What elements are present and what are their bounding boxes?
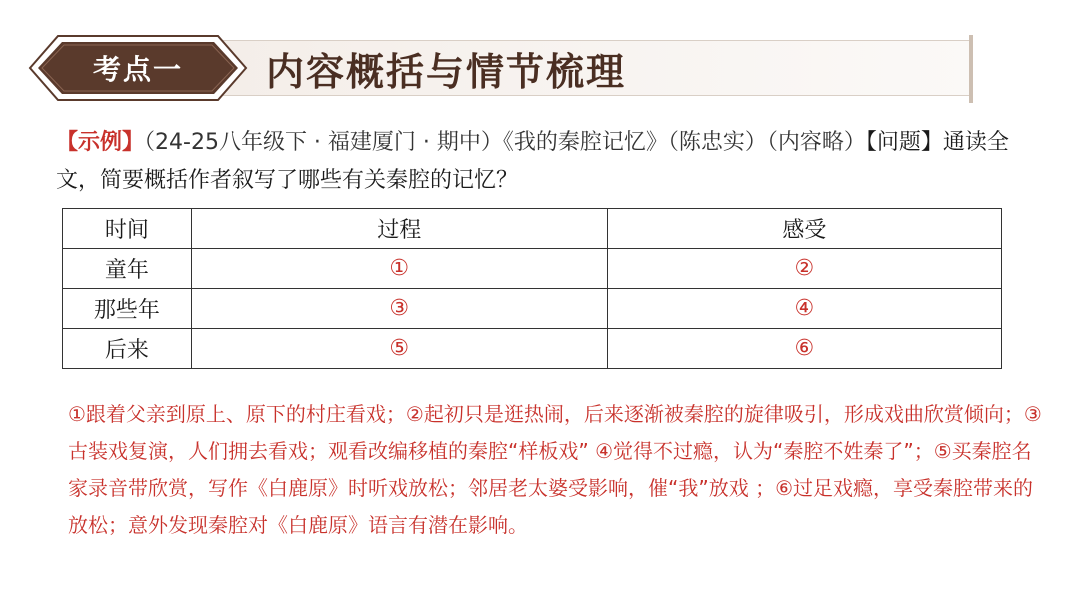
- section-badge: [28, 34, 248, 102]
- process-cell: ⑤: [191, 329, 607, 369]
- badge-label: 考点一: [92, 53, 183, 86]
- example-question: 【问题】通读全文，简要概括作者叙写了哪些有关秦腔的记忆？: [56, 130, 1009, 193]
- example-source: （24-25八年级下 · 福建厦门 · 期中）《我的秦腔记忆》（陈忠实）（内容略）: [144, 130, 866, 155]
- example-tag: 【示例】: [56, 130, 145, 155]
- column-header-process: 过程: [191, 209, 607, 249]
- time-cell: 后来: [63, 329, 192, 369]
- time-cell: 童年: [63, 249, 192, 289]
- process-cell: ③: [191, 289, 607, 329]
- table-row: [63, 249, 1002, 289]
- answer-text: ①跟着父亲到原上、原下的村庄看戏；②起初只是逛热闹，后来逐渐被秦腔的旋律吸引，形成戏曲欣赏倾向；③古装戏复演，人们拥去看戏；观看改编移植的秦腔“样板戏” ④觉得不过瘾，认为“秦腔不姓秦了”；⑤买秦腔名家录音带欣赏，写作《白鹿原》时听戏放松；邻居老太婆受影响，催“我”放戏 ；⑥过足戏瘾，享受秦腔带来的放松；意外发现秦腔对《白鹿原》语言有潜在影响。: [68, 402, 1042, 537]
- page-title: 内容概括与情节梳理: [266, 48, 627, 94]
- section-banner: [28, 34, 973, 102]
- column-header-feeling: 感受: [607, 209, 1001, 249]
- feeling-cell: ⑥: [607, 329, 1001, 369]
- table-header-row: [63, 209, 1002, 249]
- time-cell: 那些年: [63, 289, 192, 329]
- table-row: [63, 329, 1002, 369]
- process-cell: ①: [191, 249, 607, 289]
- feeling-cell: ④: [607, 289, 1001, 329]
- example-paragraph: [56, 124, 1026, 200]
- memory-table: [62, 208, 1002, 369]
- feeling-cell: ②: [607, 249, 1001, 289]
- table-row: [63, 289, 1002, 329]
- column-header-time: 时间: [63, 209, 192, 249]
